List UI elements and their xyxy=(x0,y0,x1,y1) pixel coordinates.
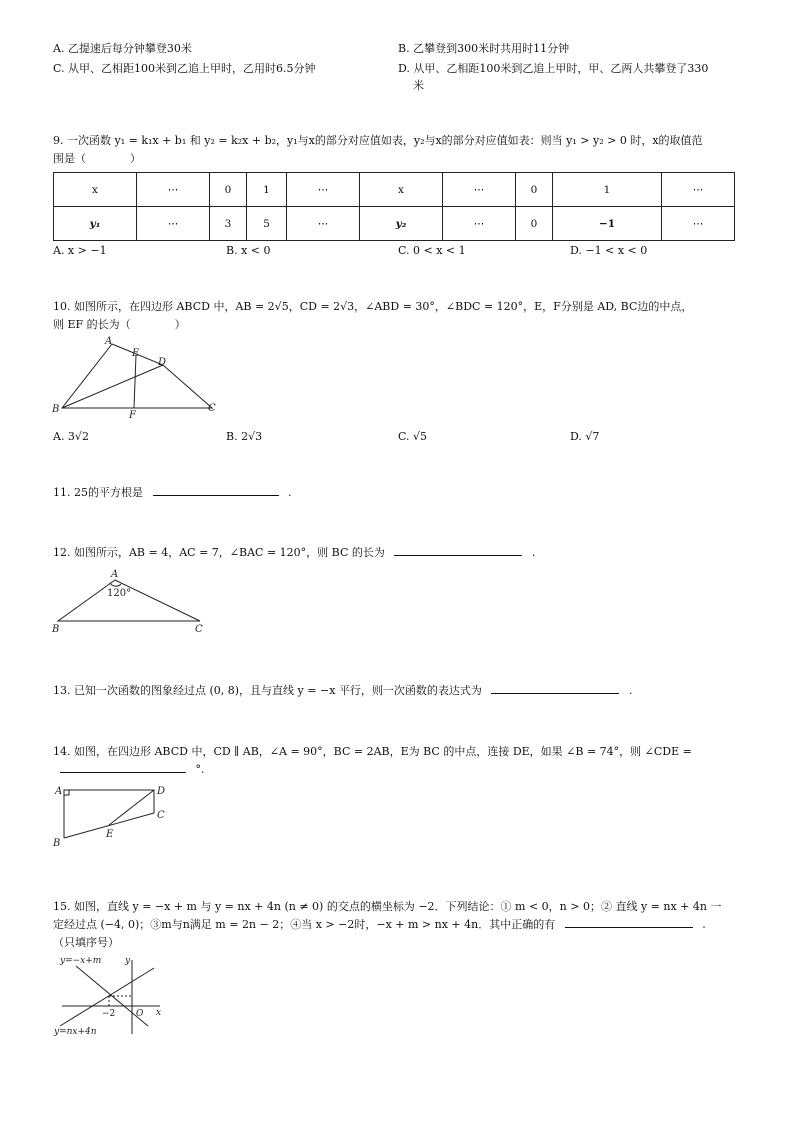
q13-text: 13. 已知一次函数的图象经过点 (0, 8)，且与直线 y = −x 平行，则一次函数的表达式为 xyxy=(53,684,482,697)
q15-label-line-pos: y=nx+4n xyxy=(54,1027,97,1037)
q10-option-c: C. √5 xyxy=(398,430,428,443)
q12-answer-blank[interactable] xyxy=(394,544,522,556)
table-cell: −1 xyxy=(553,207,662,241)
table-cell: ⋯ xyxy=(137,207,210,241)
q12-text: 12. 如图所示，AB = 4，AC = 7，∠BAC = 120°，则 BC 的长为 xyxy=(53,546,385,559)
q12-stem xyxy=(53,544,535,560)
q15-label-origin: O xyxy=(136,1009,144,1019)
q10-label-a: A xyxy=(105,336,113,347)
table-cell: 3 xyxy=(210,207,247,241)
q12-label-c: C xyxy=(195,624,203,635)
q11-text: 11. 25的平方根是 xyxy=(53,486,143,499)
table-cell: 5 xyxy=(247,207,287,241)
table-cell: ⋯ xyxy=(662,173,735,207)
table-cell: ⋯ xyxy=(287,173,360,207)
q9-option-c: C. 0 < x < 1 xyxy=(398,244,466,257)
q10-segment-ef xyxy=(134,355,136,408)
q12-label-b: B xyxy=(52,624,60,635)
q11-end: . xyxy=(288,486,292,499)
q9-table-row-y xyxy=(54,207,735,241)
q14-answer-blank[interactable] xyxy=(60,761,186,773)
q10-option-d: D. √7 xyxy=(570,430,600,443)
q15-stem-line1: 15. 如图，直线 y = −x + m 与 y = nx + 4n (n ≠ 0) 的交点的横坐标为 −2．下列结论：① m < 0，n > 0；② 直线 y = nx + 4n 一 xyxy=(53,900,722,913)
q15-stem-line2 xyxy=(53,916,706,932)
q9-option-b: B. x < 0 xyxy=(226,244,271,257)
q15-stem-line3: （只填序号） xyxy=(53,936,119,949)
q10-label-c: C xyxy=(208,403,216,414)
table-cell: x xyxy=(360,173,443,207)
q13-answer-blank[interactable] xyxy=(491,682,619,694)
table-cell: 0 xyxy=(210,173,247,207)
q9-option-d: D. −1 < x < 0 xyxy=(570,244,648,257)
q12-angle-label: 120° xyxy=(107,588,132,599)
table-cell: ⋯ xyxy=(443,173,516,207)
q15-graph-figure xyxy=(50,952,180,1042)
q12-triangle-figure xyxy=(50,566,210,636)
q13-stem xyxy=(53,682,632,698)
q15-text: 定经过点 (−4, 0)；③m与n满足 m = 2n − 2；④当 x > −2时，−x + m > nx + 4n．其中正确的有 xyxy=(53,918,556,931)
q15-label-y: y xyxy=(125,956,131,966)
q15-end: . xyxy=(702,918,706,931)
q8-option-d-line1: D. 从甲、乙相距100米到乙追上甲时，甲、乙两人共攀登了330 xyxy=(398,62,709,75)
q15-label-line-neg: y=−x+m xyxy=(60,956,102,966)
table-cell: y₁ xyxy=(54,207,137,241)
q10-label-e: E xyxy=(132,348,140,359)
table-cell: ⋯ xyxy=(662,207,735,241)
q9-stem-line1: 9. 一次函数 y₁ = k₁x + b₁ 和 y₂ = k₂x + b₂，y₁与x的部分对应值如表，y₂与x的部分对应值如表：则当 y₁ > y₂ > 0 时，x的取值范 xyxy=(53,134,703,147)
q10-label-b: B xyxy=(52,404,60,415)
q10-quadrilateral-figure xyxy=(50,334,230,424)
q14-right-angle-mark xyxy=(64,790,69,795)
table-cell: x xyxy=(54,173,137,207)
q8-option-b: B. 乙攀登到300米时共用时11分钟 xyxy=(398,42,570,55)
table-cell: ⋯ xyxy=(287,207,360,241)
q14-label-b: B xyxy=(53,838,61,849)
q10-stem-line1: 10. 如图所示，在四边形 ABCD 中，AB = 2√5，CD = 2√3，∠ABD = 30°，∠BDC = 120°，E，F分别是 AD, BC边的中点， xyxy=(53,300,693,313)
table-cell: ⋯ xyxy=(137,173,210,207)
q8-option-a: A. 乙提速后每分钟攀登30米 xyxy=(53,42,192,55)
q8-option-d-line2: 米 xyxy=(413,79,424,92)
table-cell: ⋯ xyxy=(443,207,516,241)
q9-table-row-x xyxy=(54,173,735,207)
table-cell: 1 xyxy=(553,173,662,207)
q15-label-neg2: −2 xyxy=(102,1009,116,1019)
table-cell: y₂ xyxy=(360,207,443,241)
q15-answer-blank[interactable] xyxy=(565,916,693,928)
q12-label-a: A xyxy=(111,569,119,580)
q10-option-a: A. 3√2 xyxy=(53,430,89,443)
q14-label-c: C xyxy=(157,810,165,821)
q14-label-e: E xyxy=(106,829,114,840)
q10-stem-line2: 则 EF 的长为（ ） xyxy=(53,318,186,331)
q13-end: . xyxy=(628,684,633,697)
q10-diagonal-bd xyxy=(62,365,163,408)
q9-value-table xyxy=(53,172,735,241)
q10-option-b: B. 2√3 xyxy=(226,430,263,443)
q9-option-a: A. x > −1 xyxy=(53,244,107,257)
q14-end: °. xyxy=(195,763,205,776)
q11-answer-blank[interactable] xyxy=(153,484,279,496)
q9-stem-line2: 围是（ ） xyxy=(53,152,141,165)
q12-end: . xyxy=(531,546,536,559)
q10-label-d: D xyxy=(158,357,167,368)
table-cell: 0 xyxy=(516,207,553,241)
q12-angle-arc xyxy=(110,583,121,586)
table-cell: 0 xyxy=(516,173,553,207)
table-cell: 1 xyxy=(247,173,287,207)
q14-quadrilateral-figure xyxy=(50,780,180,850)
q14-stem-line1: 14. 如图，在四边形 ABCD 中，CD ∥ AB，∠A = 90°，BC = 2AB，E为 BC 的中点，连接 DE，如果 ∠B = 74°，则 ∠CDE = xyxy=(53,745,692,758)
q10-label-f: F xyxy=(129,410,136,421)
q14-stem-line2 xyxy=(60,761,205,776)
q8-option-c: C. 从甲、乙相距100米到乙追上甲时，乙用时6.5分钟 xyxy=(53,62,316,75)
q14-label-a: A xyxy=(55,786,63,797)
q11-stem xyxy=(53,484,292,500)
q14-label-d: D xyxy=(157,786,166,797)
q12-triangle xyxy=(58,580,200,621)
q15-label-x: x xyxy=(156,1008,162,1018)
